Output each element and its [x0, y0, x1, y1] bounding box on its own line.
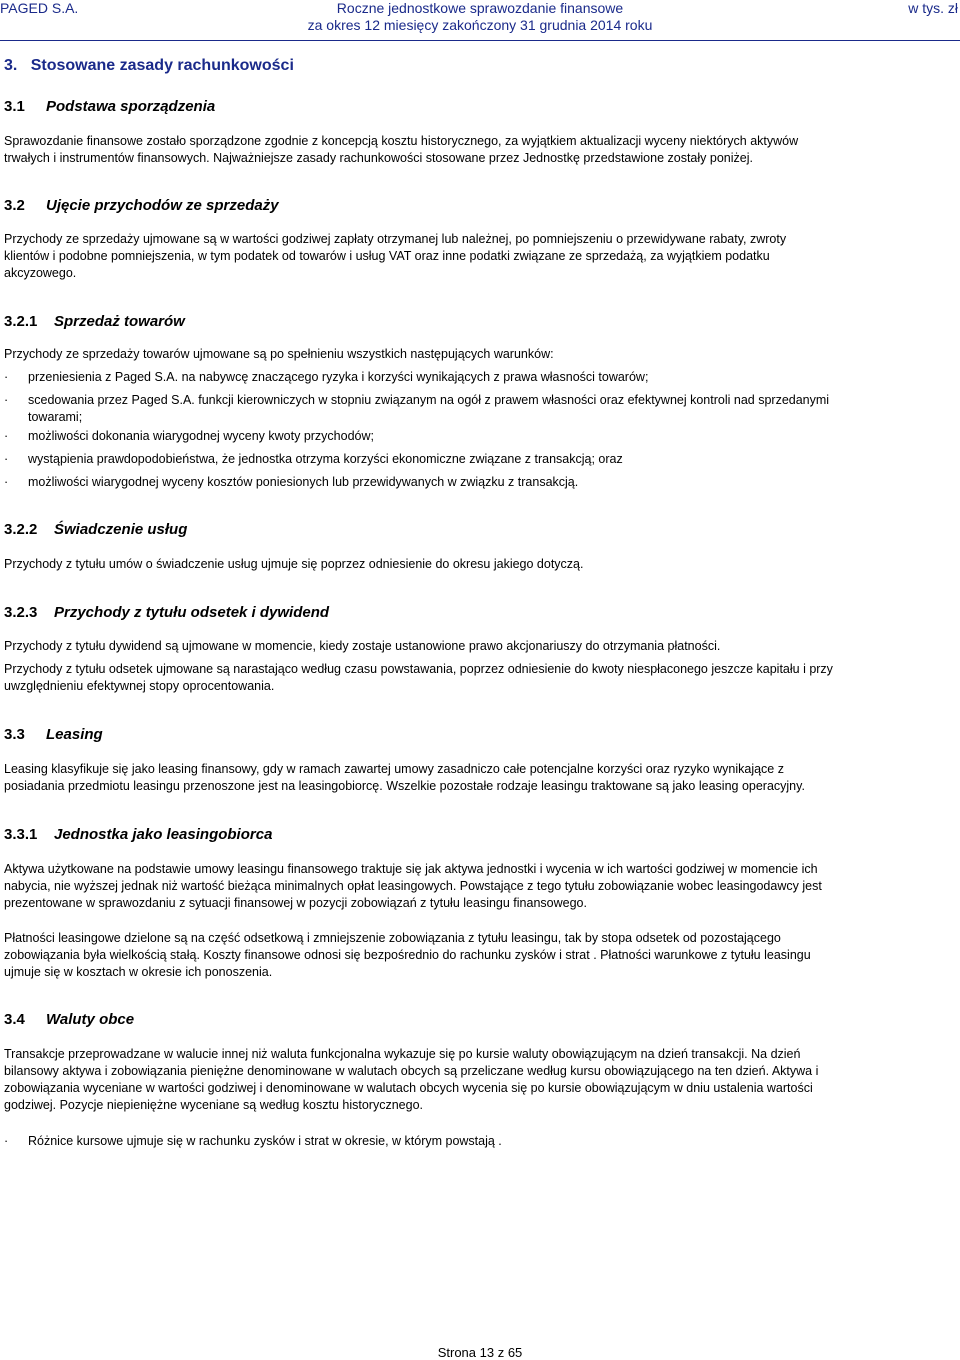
subsection-3-1-heading: [4, 97, 834, 117]
section-title: Stosowane zasady rachunkowości: [30, 57, 294, 74]
subsection-number: 3.1: [4, 98, 25, 115]
section-heading: [4, 55, 834, 77]
page-number: Strona 13 z 65: [437, 1345, 523, 1360]
bullet-icon: ·: [4, 452, 9, 466]
header-title: [300, 0, 660, 34]
bullet-icon: ·: [4, 475, 9, 489]
paragraph: Płatności leasingowe dzielone są na część odsetkową i zmniejszenie zobowiązania z tytułu leasingu, tak by stopa odsetek od pozostającego zobowiązania była wielkością stałą. Koszty finansowe odnosi się bezpośrednio do rachunku zysków i strat . Płatności warunkowe z tytułu leasingu ujmuje się w kosztach w okresie ich ponoszenia.: [4, 931, 811, 979]
page-header: [0, 0, 960, 42]
paragraph: Przychody z tytułu dywidend są ujmowane w momencie, kiedy zostaje ustanowione prawo akcjonariuszy do otrzymania płatności.: [4, 639, 721, 653]
subsection-3-2-1-heading: [4, 312, 834, 332]
list-item: [4, 369, 834, 386]
bullet-icon: ·: [4, 393, 9, 407]
list-item: [4, 451, 834, 468]
list-item-text: scedowania przez Paged S.A. funkcji kierowniczych w stopniu związanym na ogół z prawem własności oraz efektywnej kontroli nad sprzedanymi towarami;: [28, 393, 830, 424]
list-item-text: możliwości dokonania wiarygodnej wyceny kwoty przychodów;: [28, 429, 374, 443]
paragraph: Przychody z tytułu umów o świadczenie usług ujmuje się poprzez odniesienie do okresu jakiego dotyczą.: [4, 557, 584, 571]
subsection-3-2-3-heading: [4, 603, 834, 623]
subsection-title: Leasing: [46, 726, 103, 743]
subsection-title: Świadczenie usług: [54, 521, 188, 538]
subsection-number: 3.2: [4, 197, 25, 214]
subsection-3-3-heading: [4, 725, 834, 745]
list-item-text: przeniesienia z Paged S.A. na nabywcę znaczącego ryzyka i korzyści wynikających z prawa własności towarów;: [28, 370, 649, 384]
header-title-line2: za okres 12 miesięcy zakończony 31 grudnia 2014 roku: [307, 17, 653, 33]
subsection-3-2-2-heading: [4, 520, 834, 540]
subsection-title: Ujęcie przychodów ze sprzedaży: [46, 197, 279, 214]
subsection-title: Waluty obce: [46, 1011, 135, 1028]
list-item-text: możliwości wiarygodnej wyceny kosztów poniesionych lub przewidywanych w związku z transakcją.: [28, 475, 579, 489]
header-company: PAGED S.A.: [0, 0, 79, 16]
subsection-title: Podstawa sporządzenia: [46, 98, 216, 115]
list-item: [4, 392, 834, 426]
subsection-3-2-heading: [4, 196, 834, 216]
section-number: 3.: [4, 57, 18, 74]
bullet-icon: ·: [4, 1134, 9, 1148]
paragraph: Przychody z tytułu odsetek ujmowane są narastająco według czasu powstawania, poprzez odniesienie do kwoty niespłaconego jeszcze kapitału i przy uwzględnieniu efektywnej stopy oprocentowania.: [4, 662, 833, 693]
subsection-title: Sprzedaż towarów: [54, 313, 185, 330]
paragraph: Sprawozdanie finansowe zostało sporządzone zgodnie z koncepcją kosztu historycznego, za wyjątkiem aktualizacji wyceny niektórych aktywów trwałych i instrumentów finansowych. Najważniejsze zasady rachunkowości stosowane przez Jednostkę przedstawione zostały poniżej.: [4, 134, 799, 165]
header-divider: [0, 40, 960, 41]
subsection-title: Jednostka jako leasingobiorca: [54, 826, 273, 843]
paragraph: Leasing klasyfikuje się jako leasing finansowy, gdy w ramach zawartej umowy zasadniczo całe potencjalne korzyści oraz ryzyko wynikające z posiadania przedmiotu leasingu przenoszone jest na leasingobiorcę. Wszelkie pozostałe rodzaje leasingu traktowane są jako leasing operacyjny.: [4, 762, 805, 793]
header-unit: w tys. zł: [908, 0, 958, 16]
paragraph: Przychody ze sprzedaży ujmowane są w wartości godziwej zapłaty otrzymanej lub należnej, po pomniejszeniu o przewidywane rabaty, zwroty klientów i podobne pomniejszenia, w tym podatek od towarów i usług VAT oraz inne podatki związane ze sprzedażą, za wyjątkiem podatku akcyzowego.: [4, 232, 787, 280]
document-body: [4, 52, 834, 1150]
subsection-3-4-heading: [4, 1010, 834, 1030]
bullet-icon: ·: [4, 370, 9, 384]
subsection-number: 3.2.1: [4, 313, 38, 330]
paragraph: Aktywa użytkowane na podstawie umowy leasingu finansowego traktuje się jak aktywa jednostki i wycenia w ich wartości godziwej w momencie ich nabycia, nie wyższej jednak niż wartość bieżąca minimalnych opłat leasingowych. Powstające z tego tytułu zobowiązanie wobec leasingodawcy jest prezentowane w sprawozdaniu z sytuacji finansowej w pozycji zobowiązań z tytułu leasingu finansowego.: [4, 862, 822, 910]
list-item: [4, 428, 834, 445]
subsection-3-3-1-heading: [4, 825, 834, 845]
list-item-text: wystąpienia prawdopodobieństwa, że jednostka otrzyma korzyści ekonomiczne związane z transakcją; oraz: [28, 452, 623, 466]
header-title-line1: Roczne jednostkowe sprawozdanie finansowe: [336, 0, 624, 16]
bullet-icon: ·: [4, 429, 9, 443]
list-item: [4, 474, 834, 491]
subsection-number: 3.3: [4, 726, 25, 743]
list-item: [4, 1133, 834, 1150]
subsection-number: 3.3.1: [4, 826, 38, 843]
subsection-number: 3.2.2: [4, 521, 38, 538]
subsection-number: 3.2.3: [4, 604, 38, 621]
paragraph: Transakcje przeprowadzane w walucie innej niż waluta funkcjonalna wykazuje się po kursie waluty obowiązującym na dzień transakcji. Na dzień bilansowy aktywa i zobowiązania pieniężne denominowane w walutach obcych są przeliczane według kursu obowiązującego na ten dzień. Aktywa i zobowiązania wyceniane w wartości godziwej i denominowane w walutach obcych wycenia się po kursie obowiązującym w dniu ustalenia wartości godziwej. Pozycje niepieniężne wyceniane są według kosztu historycznego.: [4, 1047, 819, 1112]
list-item-text: Różnice kursowe ujmuje się w rachunku zysków i strat w okresie, w którym powstają .: [28, 1134, 502, 1148]
subsection-title: Przychody z tytułu odsetek i dywidend: [54, 604, 330, 621]
subsection-number: 3.4: [4, 1011, 25, 1028]
paragraph: Przychody ze sprzedaży towarów ujmowane są po spełnieniu wszystkich następujących warunków:: [4, 347, 554, 361]
